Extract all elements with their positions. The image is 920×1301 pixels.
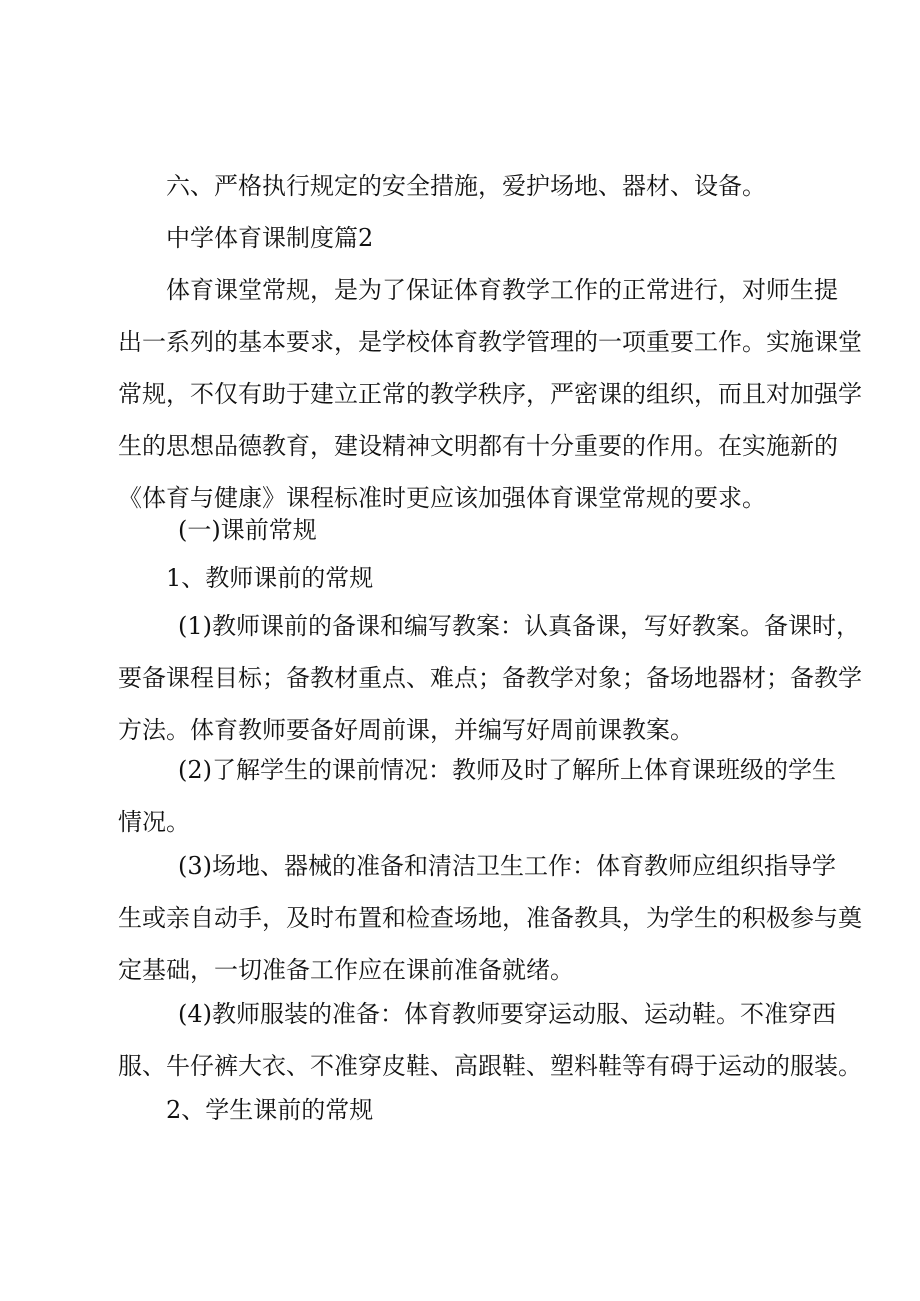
item-heading: 2、学生课前的常规 xyxy=(166,1096,374,1124)
intro-paragraph xyxy=(118,264,862,524)
paragraph-3 xyxy=(118,840,862,996)
section-heading: 中学体育课制度篇2 xyxy=(166,224,374,252)
rule-six-line: 六、严格执行规定的安全措施，爱护场地、器材、设备。 xyxy=(166,172,766,200)
paragraph-line: 情况。 xyxy=(118,808,190,836)
paragraph-line: 《体育与健康》课程标准时更应该加强体育课堂常规的要求。 xyxy=(118,484,766,512)
paragraph-line: 体育课堂常规，是为了保证体育教学工作的正常进行，对师生提 xyxy=(166,276,838,304)
paragraph-line: (4)教师服装的准备：体育教师要穿运动服、运动鞋。不准穿西 xyxy=(178,1000,836,1028)
paragraph-line: 要备课程目标；备教材重点、难点；备教学对象；备场地器材；备教学 xyxy=(118,664,862,692)
paragraph-line: (2)了解学生的课前情况：教师及时了解所上体育课班级的学生 xyxy=(178,756,836,784)
paragraph-line: 常规，不仅有助于建立正常的教学秩序，严密课的组织，而且对加强学 xyxy=(118,380,862,408)
subsection-heading: (一)课前常规 xyxy=(178,516,317,544)
paragraph-line: (1)教师课前的备课和编写教案：认真备课，写好教案。备课时， xyxy=(178,612,860,640)
paragraph-line: 服、牛仔裤大衣、不准穿皮鞋、高跟鞋、塑料鞋等有碍于运动的服装。 xyxy=(118,1052,862,1080)
item-heading: 1、教师课前的常规 xyxy=(166,564,374,592)
paragraph-line: 出一系列的基本要求，是学校体育教学管理的一项重要工作。实施课堂 xyxy=(118,328,862,356)
paragraph-1 xyxy=(118,600,862,756)
paragraph-line: 方法。体育教师要备好周前课，并编写好周前课教案。 xyxy=(118,716,694,744)
paragraph-line: (3)场地、器械的准备和清洁卫生工作：体育教师应组织指导学 xyxy=(178,852,836,880)
paragraph-line: 生的思想品德教育，建设精神文明都有十分重要的作用。在实施新的 xyxy=(118,432,838,460)
paragraph-line: 生或亲自动手，及时布置和检查场地，准备教具，为学生的积极参与奠 xyxy=(118,904,862,932)
paragraph-4 xyxy=(118,988,862,1092)
paragraph-line: 定基础，一切准备工作应在课前准备就绪。 xyxy=(118,956,574,984)
paragraph-2 xyxy=(118,744,838,848)
